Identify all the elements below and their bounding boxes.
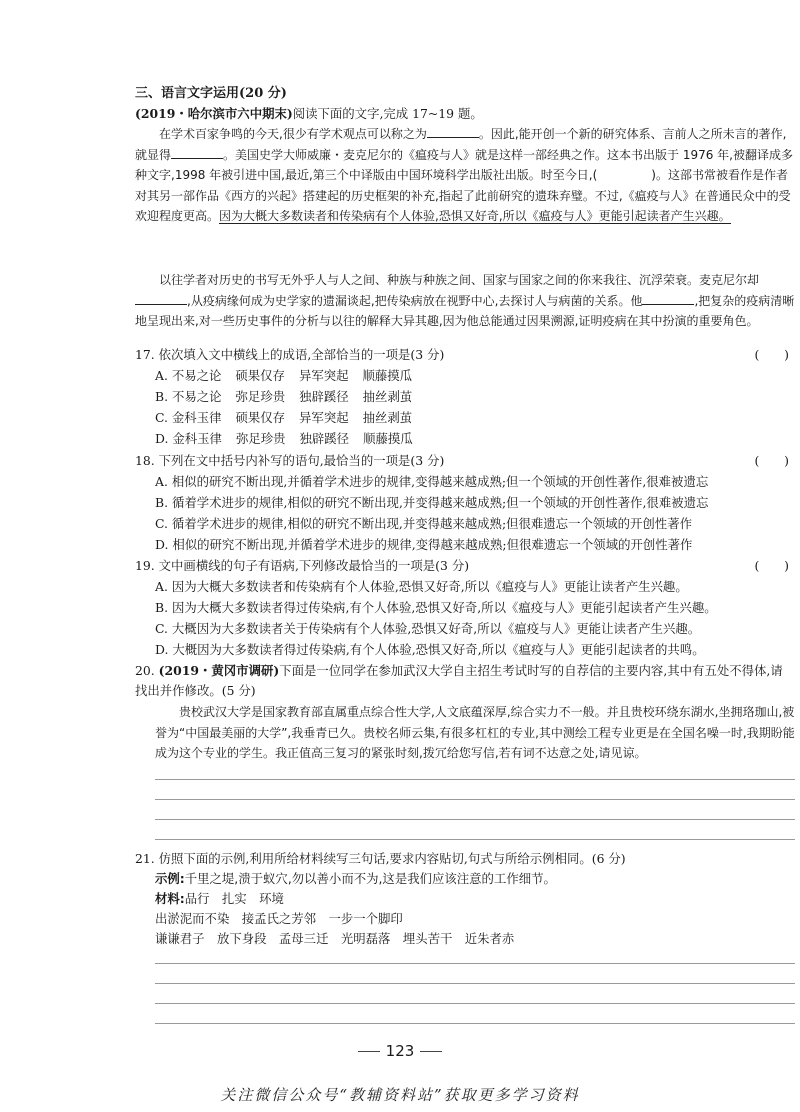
answer-line[interactable] bbox=[155, 983, 795, 984]
passage-paragraph-1: 在学术百家争鸣的今天,很少有学术观点可以称之为 。因此,能开创一个新的研究体系、言前人之所未言的著作,就显得 。美国史学大师威廉・麦克尼尔的《瘟疫与人》就是这样一部经典之作。这本书出版于 1976 年,被翻译成多种文字,1998 年被引进中国,最近,第三个中译版由中国环境科学出版社出版。时至今日,( )。这部书常被看作是作者对其另一部作品《西方的兴起》搭建起的历史框架的补充,指起了此前研究的遗珠弃璧。不过,《瘟疫与人》在普通民众中的受欢迎程度更高。因为大概大多数读者和传染病有个人体验,恐惧又好奇,所以《瘟疫与人》更能引起读者产生兴趣。 bbox=[135, 124, 795, 227]
q18-option-c: C. 循着学术进步的规律,相似的研究不断出现,并变得越来越成熟;但很难遗忘一个领域的开创性著作 bbox=[155, 516, 692, 531]
answer-line[interactable] bbox=[155, 799, 795, 800]
question-17: 17. 依次填入文中横线上的成语,全部恰当的一项是(3 分) ( ) bbox=[135, 345, 795, 365]
q19-option-c: C. 大概因为大多数读者关于传染病有个人体验,恐惧又好奇,所以《瘟疫与人》更能让读者产生兴趣。 bbox=[155, 621, 701, 636]
blank-4 bbox=[135, 291, 187, 305]
instruction: 阅读下面的文字,完成 17~19 题。 bbox=[292, 106, 483, 121]
question-21: 21. 仿照下面的示例,利用所给材料续写三句话,要求内容贴切,句式与所给示例相同。(6 分) bbox=[135, 851, 626, 866]
passage-intro bbox=[135, 104, 795, 125]
blank-2 bbox=[171, 145, 223, 159]
q19-option-a: A. 因为大概大多数读者和传染病有个人体验,恐惧又好奇,所以《瘟疫与人》更能让读者产生兴趣。 bbox=[155, 579, 688, 594]
question-19: 19. 文中画横线的句子有语病,下列修改最恰当的一项是(3 分) ( ) bbox=[135, 556, 795, 576]
q21-example: 示例:千里之堤,溃于蚁穴,勿以善小而不为,这是我们应该注意的工作细节。 bbox=[155, 871, 556, 886]
q18-option-a: A. 相似的研究不断出现,并循着学术进步的规律,变得越来越成熟;但一个领域的开创性著作,很难被遗忘 bbox=[155, 474, 709, 489]
page-number: 123 bbox=[0, 1042, 800, 1060]
answer-line[interactable] bbox=[155, 1003, 795, 1004]
q17-option-c: C. 金科玉律 硕果仅存 异军突起 抽丝剥茧 bbox=[155, 410, 413, 425]
answer-line[interactable] bbox=[155, 839, 795, 840]
blank-5 bbox=[642, 291, 694, 305]
footer-note: 关注微信公众号“教辅资料站”获取更多学习资料 bbox=[220, 1086, 580, 1104]
q18-option-d: D. 相似的研究不断出现,并循着学术进步的规律,变得越来越成熟;但很难遗忘一个领域的开创性著作 bbox=[155, 537, 693, 552]
answer-paren: ( ) bbox=[754, 453, 789, 468]
q19-option-d: D. 大概因为大多数读者得过传染病,有个人体验,恐惧又好奇,所以《瘟疫与人》更能引起读者的共鸣。 bbox=[155, 642, 705, 657]
q21-options-line-2: 谦谦君子 放下身段 孟母三迁 光明磊落 埋头苦干 近朱者赤 bbox=[155, 931, 515, 946]
answer-paren: ( ) bbox=[754, 347, 789, 362]
q21-options-line-1: 出淤泥而不染 接孟氏之芳邻 一步一个脚印 bbox=[155, 911, 403, 926]
source-tag: (2019・哈尔滨市六中期末) bbox=[135, 106, 293, 121]
question-20: 20. (2019・黄冈市调研)下面是一位同学在参加武汉大学自主招生考试时写的自荐信的主要内容,其中有五处不得体,请找出并作修改。(5 分) bbox=[135, 663, 783, 698]
q17-option-b: B. 不易之论 弥足珍贵 独辟蹊径 抽丝剥茧 bbox=[155, 389, 413, 404]
answer-line[interactable] bbox=[155, 963, 795, 964]
q18-option-b: B. 循着学术进步的规律,相似的研究不断出现,并变得越来越成熟;但一个领域的开创性著作,很难被遗忘 bbox=[155, 495, 709, 510]
q21-materials: 材料:品行 扎实 环境 bbox=[155, 891, 284, 906]
q20-letter: 贵校武汉大学是国家教育部直属重点综合性大学,人文底蕴深厚,综合实力不一般。并且贵校环绕东湖水,坐拥珞珈山,被誉为“中国最美丽的大学”,我垂青已久。贵校名师云集,有很多杠杠的专业,其中测绘工程专业更是在全国名噪一时,我期盼能成为这个专业的学生。我正值高三复习的紧张时刻,拨冗给您写信,若有词不达意之处,请见谅。 bbox=[155, 705, 795, 761]
passage-paragraph-2: 以往学者对历史的书写无外乎人与人之间、种族与种族之间、国家与国家之间的你来我往、沉浮荣衰。麦克尼尔却,从疫病缘何成为史学家的遗漏谈起,把传染病放在视野中心,去探讨人与病菌的关系。他 ,把复杂的疫病清晰地呈现出来,对一些历史事件的分析与以往的解释大异其趣,因为他总能通过因果溯源,证明疫病在其中扮演的重要角色。 bbox=[135, 273, 795, 329]
blank-1 bbox=[427, 124, 479, 138]
answer-line[interactable] bbox=[155, 1023, 795, 1024]
answer-paren: ( ) bbox=[754, 558, 789, 573]
answer-line[interactable] bbox=[155, 779, 795, 780]
q17-option-a: A. 不易之论 硕果仅存 异军突起 顺藤摸瓜 bbox=[155, 368, 413, 383]
q19-option-b: B. 因为大概大多数读者得过传染病,有个人体验,恐惧又好奇,所以《瘟疫与人》更能引起读者产生兴趣。 bbox=[155, 600, 717, 615]
question-18: 18. 下列在文中括号内补写的语句,最恰当的一项是(3 分) ( ) bbox=[135, 451, 795, 471]
underlined-sentence: 因为大概大多数读者和传染病有个人体验,恐惧又好奇,所以《瘟疫与人》更能引起读者产生兴趣。 bbox=[219, 209, 731, 224]
q17-option-d: D. 金科玉律 弥足珍贵 独辟蹊径 顺藤摸瓜 bbox=[155, 431, 413, 446]
section-title: 三、语言文字运用(20 分) bbox=[135, 86, 287, 101]
answer-line[interactable] bbox=[155, 819, 795, 820]
